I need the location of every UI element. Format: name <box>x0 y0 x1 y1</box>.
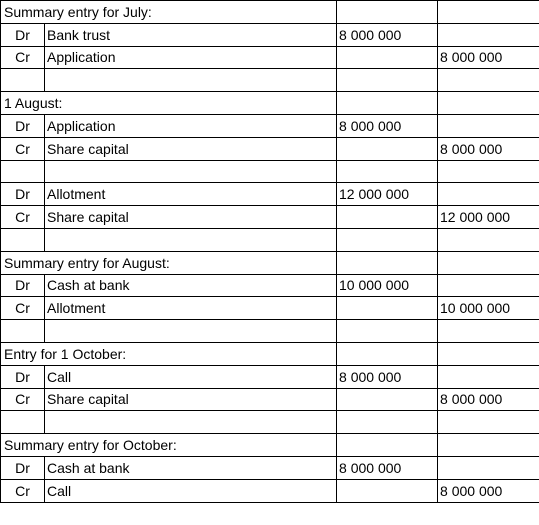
account-name: Application <box>45 114 337 137</box>
credit-cell <box>438 1 539 24</box>
account-name: Call <box>45 479 337 502</box>
debit-cell <box>337 1 438 24</box>
debit-amount <box>337 479 438 502</box>
credit-amount: 8 000 000 <box>438 479 539 502</box>
credit-cell <box>438 251 539 274</box>
journal-section-heading-row <box>1 342 539 365</box>
credit-amount <box>438 183 539 206</box>
debit-amount <box>337 388 438 411</box>
credit-amount <box>438 160 539 183</box>
journal-body <box>1 1 539 503</box>
credit-amount <box>438 274 539 297</box>
debit-amount <box>337 297 438 320</box>
credit-amount: 8 000 000 <box>438 388 539 411</box>
account-name: Share capital <box>45 206 337 229</box>
account-name <box>45 411 337 434</box>
account-name: Share capital <box>45 137 337 160</box>
account-name: Application <box>45 46 337 69</box>
dr-cr-indicator: Dr <box>1 456 45 479</box>
journal-blank-row <box>1 411 539 434</box>
debit-cell <box>337 92 438 115</box>
debit-cell <box>337 251 438 274</box>
journal-blank-row <box>1 228 539 251</box>
dr-cr-indicator <box>1 160 45 183</box>
journal-entry-row <box>1 114 539 137</box>
journal-blank-row <box>1 160 539 183</box>
credit-cell <box>438 92 539 115</box>
credit-amount: 8 000 000 <box>438 137 539 160</box>
dr-cr-indicator: Dr <box>1 23 45 46</box>
dr-cr-indicator: Dr <box>1 183 45 206</box>
journal-entry-row <box>1 137 539 160</box>
journal-section-heading-row <box>1 434 539 457</box>
journal-entry-row <box>1 274 539 297</box>
credit-amount <box>438 365 539 388</box>
account-name <box>45 69 337 92</box>
journal-entry-row <box>1 23 539 46</box>
debit-amount <box>337 320 438 343</box>
debit-amount <box>337 228 438 251</box>
credit-amount <box>438 411 539 434</box>
journal-blank-row <box>1 69 539 92</box>
journal-entry-row <box>1 46 539 69</box>
credit-amount <box>438 114 539 137</box>
journal-entry-row <box>1 297 539 320</box>
credit-amount <box>438 69 539 92</box>
journal-entry-row <box>1 365 539 388</box>
journal-entry-row <box>1 456 539 479</box>
dr-cr-indicator: Cr <box>1 297 45 320</box>
debit-amount <box>337 160 438 183</box>
debit-amount: 10 000 000 <box>337 274 438 297</box>
dr-cr-indicator <box>1 320 45 343</box>
dr-cr-indicator <box>1 69 45 92</box>
account-name: Call <box>45 365 337 388</box>
debit-amount: 8 000 000 <box>337 365 438 388</box>
account-name: Cash at bank <box>45 456 337 479</box>
dr-cr-indicator: Dr <box>1 274 45 297</box>
debit-cell <box>337 342 438 365</box>
journal-section-heading-row <box>1 92 539 115</box>
debit-amount <box>337 69 438 92</box>
account-name: Cash at bank <box>45 274 337 297</box>
credit-amount <box>438 23 539 46</box>
section-heading: 1 August: <box>1 92 337 115</box>
dr-cr-indicator <box>1 228 45 251</box>
account-name: Bank trust <box>45 23 337 46</box>
section-heading: Summary entry for August: <box>1 251 337 274</box>
section-heading: Summary entry for July: <box>1 1 337 24</box>
debit-cell <box>337 434 438 457</box>
journal-section-heading-row <box>1 251 539 274</box>
debit-amount: 12 000 000 <box>337 183 438 206</box>
dr-cr-indicator: Cr <box>1 137 45 160</box>
debit-amount: 8 000 000 <box>337 456 438 479</box>
debit-amount: 8 000 000 <box>337 114 438 137</box>
credit-amount: 8 000 000 <box>438 46 539 69</box>
section-heading: Summary entry for October: <box>1 434 337 457</box>
credit-amount <box>438 320 539 343</box>
dr-cr-indicator: Cr <box>1 206 45 229</box>
debit-amount <box>337 46 438 69</box>
credit-cell <box>438 434 539 457</box>
credit-amount: 12 000 000 <box>438 206 539 229</box>
credit-cell <box>438 342 539 365</box>
debit-amount <box>337 206 438 229</box>
account-name <box>45 320 337 343</box>
dr-cr-indicator <box>1 411 45 434</box>
credit-amount: 10 000 000 <box>438 297 539 320</box>
account-name: Allotment <box>45 297 337 320</box>
dr-cr-indicator: Cr <box>1 479 45 502</box>
account-name: Allotment <box>45 183 337 206</box>
journal-entry-row <box>1 206 539 229</box>
dr-cr-indicator: Cr <box>1 46 45 69</box>
dr-cr-indicator: Dr <box>1 114 45 137</box>
journal-entry-row <box>1 388 539 411</box>
credit-amount <box>438 228 539 251</box>
journal-blank-row <box>1 320 539 343</box>
account-name <box>45 160 337 183</box>
credit-amount <box>438 456 539 479</box>
journal-section-heading-row <box>1 1 539 24</box>
account-name: Share capital <box>45 388 337 411</box>
journal-entry-row <box>1 183 539 206</box>
debit-amount <box>337 411 438 434</box>
dr-cr-indicator: Dr <box>1 365 45 388</box>
journal-entry-row <box>1 479 539 502</box>
account-name <box>45 228 337 251</box>
section-heading: Entry for 1 October: <box>1 342 337 365</box>
debit-amount <box>337 137 438 160</box>
debit-amount: 8 000 000 <box>337 23 438 46</box>
dr-cr-indicator: Cr <box>1 388 45 411</box>
